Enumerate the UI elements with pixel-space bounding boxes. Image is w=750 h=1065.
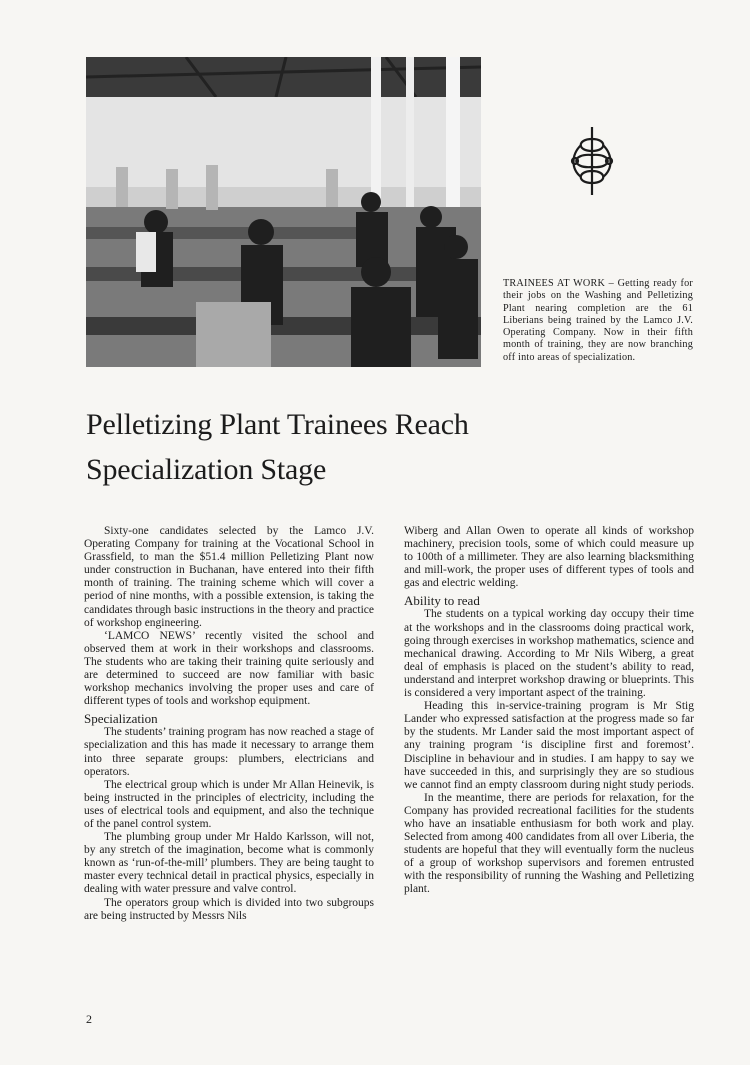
paragraph: The students on a typical working day occupy their time at the workshops and in the classrooms doing practical work, going through exercises in workshop mathematics, science and mechanical drawing. According to Mr Nils Wiberg, a great deal of emphasis is placed on the student’s ability to read, understand and interpret workshop drawing or blueprints. This is considered a very important aspect of the training. bbox=[404, 608, 694, 700]
scroll-ornament-icon bbox=[567, 125, 617, 197]
paragraph: In the meantime, there are periods for relaxation, for the Company has provided recreational facilities for the students who have an insatiable enthusiasm for both work and play. Selected from among 400 candidates from all over Liberia, the students are hopeful that they will eventually form the nucleus of a group of workshop supervisors and foremen entrusted with the responsibility of running the Washing and Pelletizing plant. bbox=[404, 791, 694, 896]
paragraph: The students’ training program has now reached a stage of specialization and this has made it necessary to arrange them into three separate groups: plumbers, electricians and operators. bbox=[84, 726, 374, 778]
headline-line-1: Pelletizing Plant Trainees Reach bbox=[86, 408, 469, 441]
paragraph: Wiberg and Allan Owen to operate all kinds of workshop machinery, precision tools, some of which could measure up to 100th of a millimeter. They are also learning blacksmithing and mill-work, the proper uses of different types of tools and gas and electric welding. bbox=[404, 525, 694, 590]
article-column-right bbox=[404, 525, 694, 897]
article-column-left bbox=[84, 525, 374, 923]
section-heading-specialization: Specialization bbox=[84, 711, 158, 727]
section-heading-ability-to-read: Ability to read bbox=[404, 593, 480, 609]
paragraph: Sixty-one candidates selected by the Lamco J.V. Operating Company for training at the Vocational School in Grassfield, to man the $51.4 million Pelletizing Plant now under construction in Buchanan, have entered into their fifth month of training. The training scheme which will cover a period of nine months, with a possible extension, is taking the candidates through basic instructions in the theory and practice of workshop engineering. bbox=[84, 525, 374, 629]
paragraph: The plumbing group under Mr Haldo Karlsson, will not, by any stretch of the imagination, become what is commonly known as ‘run-of-the-mill’ plumbers. They are being taught to master every technical detail in practical physics, especially in dealing with water pressure and valve control. bbox=[84, 831, 374, 896]
article-headline bbox=[86, 402, 706, 492]
page-number: 2 bbox=[86, 1012, 92, 1026]
headline-line-2: Specialization Stage bbox=[86, 453, 327, 486]
paragraph: The electrical group which is under Mr Allan Heinevik, is being instructed in the principles of electricity, including the uses of electrical tools and equipment, and also the technique of the panel control system. bbox=[84, 778, 374, 830]
paragraph: ‘LAMCO NEWS’ recently visited the school and observed them at work in their workshops and classrooms. The students who are taking their training quite seriously and are determined to succeed are now familiar with basic workshop mechanics involving the proper uses and care of different types of tools and workshop equipment. bbox=[84, 629, 374, 708]
photo-caption: TRAINEES AT WORK – Getting ready for their jobs on the Washing and Pelletizing Plant nearing completion are the 61 Liberians being trained by the Lamco J.V. Operating Company. Now in their fifth month of training, they are now branching off into areas of specialization. bbox=[503, 278, 693, 363]
workshop-photo bbox=[86, 57, 481, 367]
paragraph: The operators group which is divided into two subgroups are being instructed by Messrs Nils bbox=[84, 896, 374, 922]
paragraph: Heading this in-service-training program is Mr Stig Lander who expressed satisfaction at the progress made so far by the students. Mr Lander said the most important aspect of any training program ‘is discipline first and foremost’. Discipline in behaviour and in studies. I am happy to say we have succeeded in this, and surprisingly they are so studious we cannot find an empty classroom during night study periods. bbox=[404, 700, 695, 791]
